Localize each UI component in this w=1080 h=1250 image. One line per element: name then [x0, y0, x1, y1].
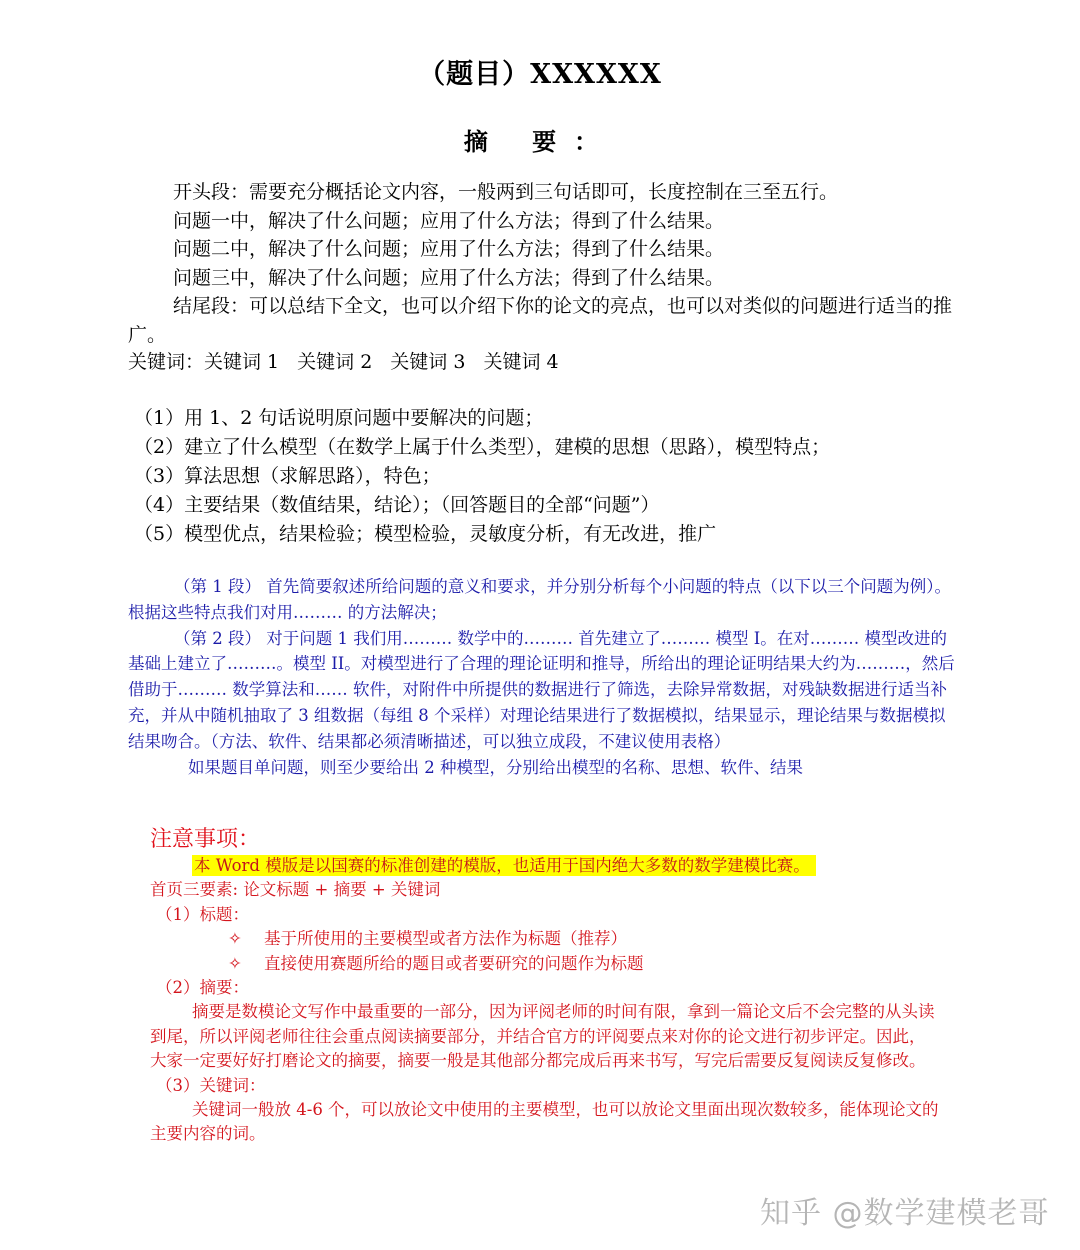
notice-abstract-label: （2）摘要：	[156, 978, 249, 998]
abstract-paragraph: 问题一中，解决了什么问题；应用了什么方法；得到了什么结果。	[173, 209, 725, 232]
abstract-body	[128, 178, 958, 349]
diamond-bullet-icon: ✧	[228, 953, 242, 973]
paper-title: （题目）XXXXXX	[418, 59, 662, 90]
example-paragraph: （第 2 段） 对于问题 1 我们用……… 数学中的……… 首先建立了……… 模型 I。在对……… 模型改进的基础上建立了………。模型 II。对模型进行了合理的理论证明和推导，所给出的理论证明结果大约为………，然后借助于……… 数学算法和…… 软件，对附件中所提供的数据进行了筛选，去除异常数据，对残缺数据进行适当补充，并从中随机抽取了 3 组数据（每组 8 个采样）对理论结果进行了数据模拟，结果显示，理论结果与数据模拟结果吻合。（方法、软件、结果都必须清晰描述，可以独立成段，不建议使用表格）	[128, 628, 955, 751]
keywords-line	[128, 348, 577, 376]
notice-keywords-label: （3）关键词：	[156, 1075, 266, 1095]
watermark: 知乎 @数学建模老哥	[760, 1196, 1050, 1231]
abstract-paragraph: 结尾段：可以总结下全文，也可以介绍下你的论文的亮点，也可以对类似的问题进行适当的推广。	[128, 295, 953, 346]
notice-body	[150, 854, 940, 1147]
notice-title-label: （1）标题：	[156, 904, 249, 924]
guideline-point: （2）建立了什么模型（在数学上属于什么类型），建模的思想（思路），模型特点；	[134, 436, 831, 458]
abstract-heading: 摘 要：	[463, 127, 617, 156]
notice-abstract-text: 摘要是数模论文写作中最重要的一部分，因为评阅老师的时间有限，拿到一篇论文后不会完整的从头读到尾，所以评阅老师往往会重点阅读摘要部分，并结合官方的评阅要点来对你的论文进行初步评定。因此，大家一定要好好打磨论文的摘要，摘要一般是其他部分都完成后再来书写，写完后需要反复阅读反复修改。	[150, 1002, 935, 1071]
abstract-paragraph: 开头段：需要充分概括论文内容，一般两到三句话即可，长度控制在三至五行。	[173, 181, 839, 203]
notice-title: 注意事项：	[150, 827, 261, 852]
example-paragraph: （第 1 段） 首先简要叙述所给问题的意义和要求，并分别分析每个小问题的特点（以下以三个问题为例）。根据这些特点我们对用……… 的方法解决；	[128, 577, 951, 622]
keyword: 关键词 1	[204, 351, 280, 373]
title-bullet	[150, 927, 940, 951]
notice-elements: 首页三要素: 论文标题 + 摘要 + 关键词	[150, 880, 441, 900]
notice-keywords-text: 关键词一般放 4-6 个，可以放论文中使用的主要模型，也可以放论文里面出现次数较多，能体现论文的主要内容的词。	[150, 1100, 939, 1144]
keyword: 关键词 2	[297, 351, 373, 373]
guideline-point: （4）主要结果（数值结果，结论）；（回答题目的全部“问题”）	[134, 494, 660, 516]
highlighted-note: 本 Word 模版是以国赛的标准创建的模版，也适用于国内绝大多数的数学建模比赛。	[192, 855, 816, 876]
example-paragraphs	[128, 574, 956, 780]
keyword: 关键词 3	[390, 351, 466, 373]
guideline-point: （5）模型优点，结果检验；模型检验，灵敏度分析，有无改进，推广	[134, 523, 717, 545]
diamond-bullet-icon: ✧	[228, 929, 242, 949]
guideline-points	[134, 404, 954, 549]
keyword: 关键词 4	[483, 351, 559, 373]
title-bullet	[150, 952, 940, 976]
guideline-point: （1）用 1、2 句话说明原问题中要解决的问题；	[134, 407, 544, 429]
abstract-paragraph: 问题二中，解决了什么问题；应用了什么方法；得到了什么结果。	[173, 238, 725, 260]
title-bullet-text: 直接使用赛题所给的题目或者要研究的问题作为标题	[264, 953, 644, 973]
abstract-paragraph: 问题三中，解决了什么问题；应用了什么方法；得到了什么结果。	[173, 266, 725, 289]
guideline-point: （3）算法思想（求解思路），特色；	[134, 465, 441, 487]
example-paragraph: 如果题目单问题，则至少要给出 2 种模型，分别给出模型的名称、思想、软件、结果	[188, 757, 803, 777]
title-bullet-text: 基于所使用的主要模型或者方法作为标题（推荐）	[264, 929, 627, 949]
keywords-label: 关键词：	[128, 351, 205, 373]
